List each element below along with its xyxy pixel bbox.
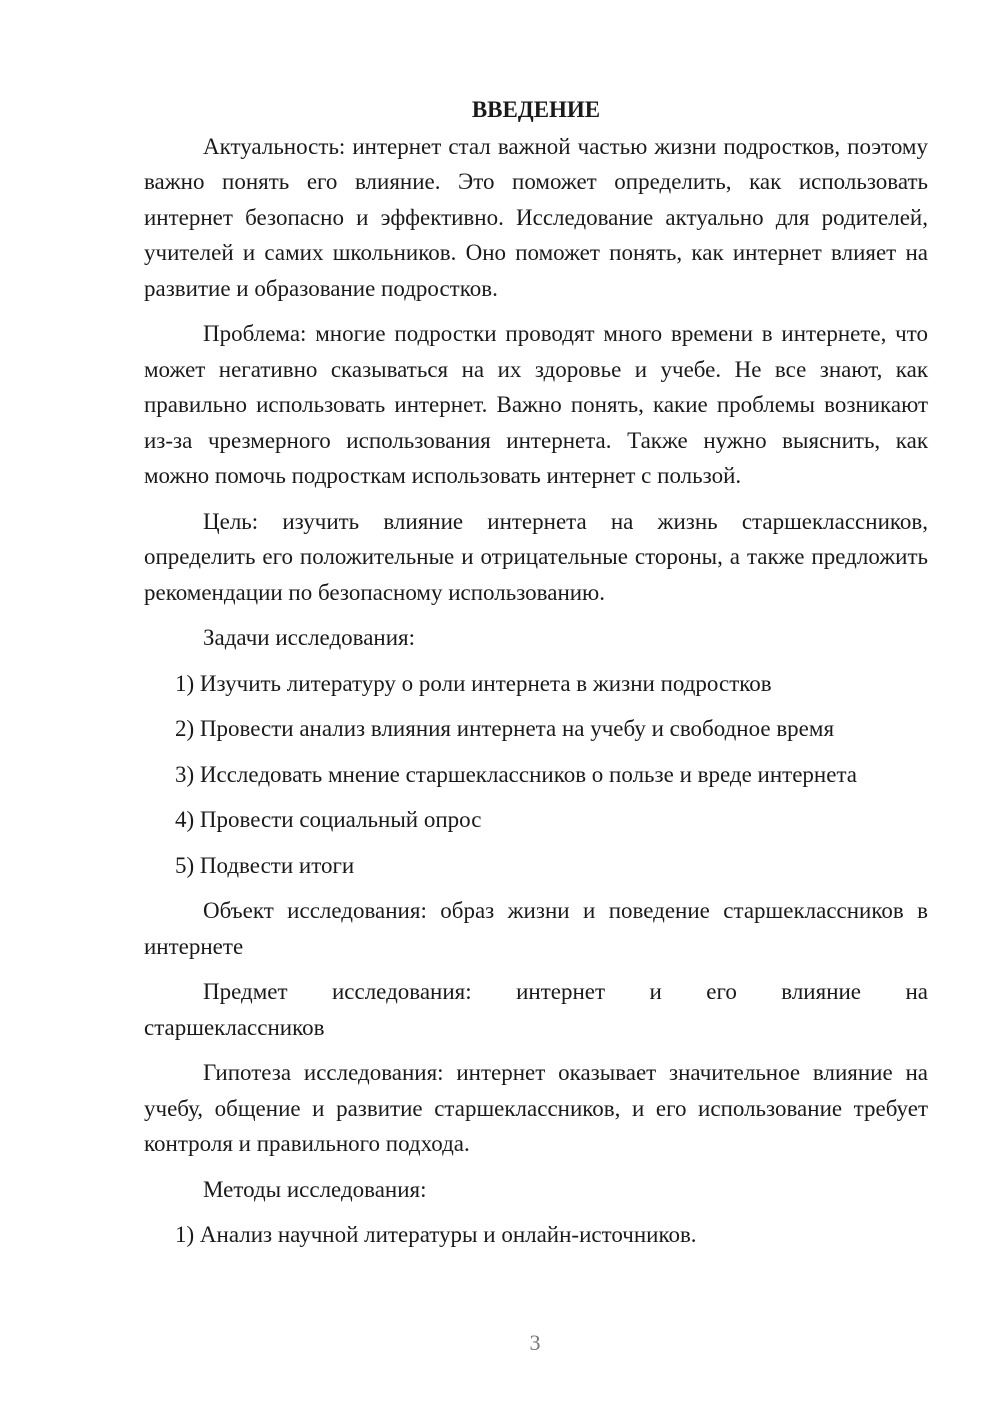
task-item-5: 5) Подвести итоги <box>175 852 355 878</box>
subject-paragraph <box>144 974 928 1045</box>
subject-line-2: старшеклассников <box>144 1014 325 1040</box>
goal-paragraph: Цель: изучить влияние интернета на жизнь старшеклассников, определить его положительные и отрицательные стороны, а также предложить рекомендации по безопасному использованию. <box>144 508 928 605</box>
page-number: 3 <box>529 1330 541 1355</box>
text-column <box>144 92 928 1263</box>
task-item-1: 1) Изучить литературу о роли интернета в жизни подростков <box>175 670 772 696</box>
method-item-1: 1) Анализ научной литературы и онлайн-источников. <box>175 1222 697 1247</box>
task-item-2: 2) Провести анализ влияния интернета на учебу и свободное время <box>175 716 835 741</box>
task-item-4: 4) Провести социальный опрос <box>175 807 482 832</box>
subject-line-1: Предмет исследования: интернет и его влияние на <box>203 979 928 1004</box>
tasks-heading: Задачи исследования: <box>203 625 416 650</box>
task-item-3: 3) Исследовать мнение старшеклассников о пользе и вреде интернета <box>175 761 857 787</box>
object-paragraph: Объект исследования: образ жизни и поведение старшеклассников в интернете <box>144 898 928 959</box>
problem-paragraph: Проблема: многие подростки проводят много времени в интернете, что может негативно сказываться на их здоровье и учебе. Не все знают, как правильно использовать интернет. Важно понять, какие проблемы возникают из-за чрезмерного использования интернета. Также нужно выяснить, как можно помочь подросткам использовать интернет с пользой. <box>144 321 928 488</box>
relevance-paragraph: Актуальность: интернет стал важной частью жизни подростков, поэтому важно понять его влияние. Это поможет определить, как использовать интернет безопасно и эффективно. Исследование актуально для родителей, учителей и самих школьников. Оно поможет понять, как интернет влияет на развитие и образование подростков. <box>144 133 928 301</box>
hypothesis-paragraph: Гипотеза исследования: интернет оказывает значительное влияние на учебу, общение и развитие старшеклассников, и его использование требует контроля и правильного подхода. <box>144 1060 928 1156</box>
methods-heading: Методы исследования: <box>203 1176 427 1202</box>
section-heading: ВВЕДЕНИЕ <box>471 97 601 122</box>
